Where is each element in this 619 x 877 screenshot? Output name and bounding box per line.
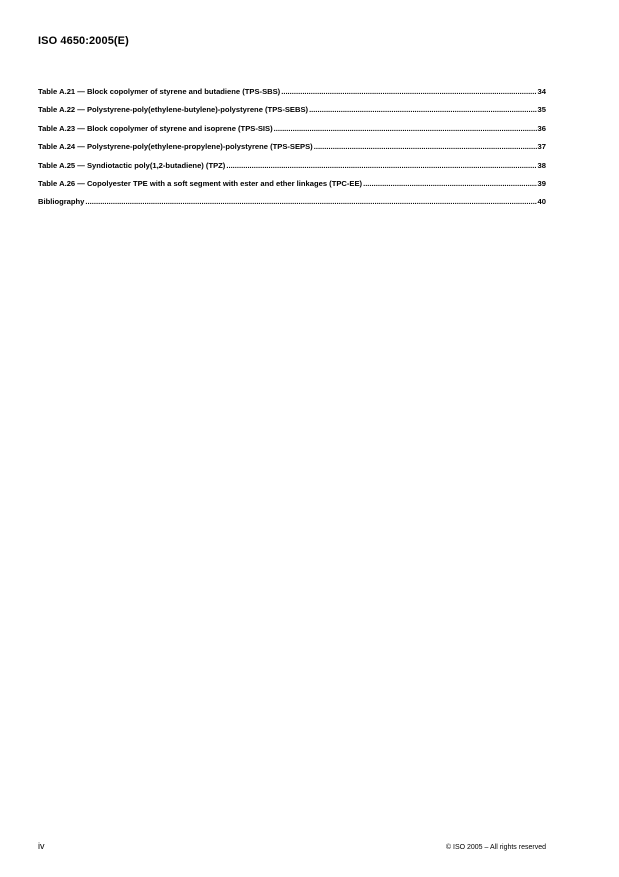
page-number: iv <box>38 841 45 851</box>
toc-entry-page: 34 <box>537 87 546 96</box>
toc-entry[interactable] <box>38 161 546 179</box>
toc-entry-title: Table A.22 — Polystyrene-poly(ethylene-butylene)-polystyrene (TPS-SEBS) <box>38 105 309 115</box>
dot-leader <box>281 87 536 96</box>
dot-leader <box>274 124 537 133</box>
document-id-header: ISO 4650:2005(E) <box>38 35 129 47</box>
toc-entry-title: Table A.23 — Block copolymer of styrene and isoprene (TPS-SIS) <box>38 123 273 133</box>
toc-entry-page: 35 <box>537 105 546 115</box>
dot-leader <box>226 161 536 170</box>
toc-entry[interactable] <box>38 105 546 123</box>
toc-entry-page: 40 <box>537 197 546 207</box>
toc-entry-page: 36 <box>537 123 546 133</box>
dot-leader <box>85 197 536 206</box>
toc-entry-title: Bibliography <box>38 197 85 207</box>
copyright-notice: © ISO 2005 – All rights reserved <box>445 844 546 851</box>
dot-leader <box>309 105 536 114</box>
page-footer <box>38 841 546 851</box>
toc-entry[interactable] <box>38 124 546 142</box>
toc-entry[interactable] <box>38 142 546 160</box>
toc-entry-page: 37 <box>537 142 546 152</box>
toc-entry[interactable] <box>38 197 546 215</box>
table-of-contents <box>38 87 546 216</box>
dot-leader <box>314 142 537 151</box>
toc-entry[interactable] <box>38 179 546 197</box>
toc-entry[interactable] <box>38 87 546 105</box>
dot-leader <box>363 179 536 188</box>
toc-entry-title: Table A.25 — Syndiotactic poly(1,2-butadiene) (TPZ) <box>38 160 226 170</box>
toc-entry-page: 39 <box>537 178 546 188</box>
toc-entry-title: Table A.24 — Polystyrene-poly(ethylene-propylene)-polystyrene (TPS-SEPS) <box>38 142 313 152</box>
toc-entry-title: Table A.21 — Block copolymer of styrene and butadiene (TPS-SBS) <box>38 87 281 96</box>
toc-entry-page: 38 <box>537 160 546 170</box>
toc-entry-title: Table A.26 — Copolyester TPE with a soft segment with ester and ether linkages (TPC-EE) <box>38 178 363 188</box>
